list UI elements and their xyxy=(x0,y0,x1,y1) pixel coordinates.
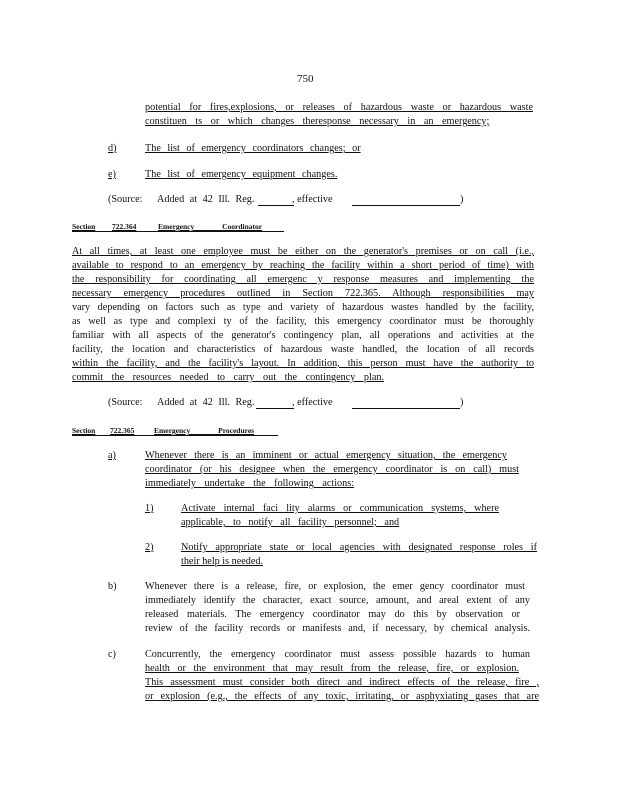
page-number: 750 xyxy=(297,73,314,85)
paragraph-line: available to respond to an emergency by reaching the facility within a short period of time) with xyxy=(72,260,534,271)
paragraph-line: as well as type and complexi ty of the facility, this emergency coordinator must be thoroughly xyxy=(72,316,534,327)
section-title: Emergency Coordinator xyxy=(158,222,263,231)
section-title: Emergency Procedures xyxy=(154,426,255,435)
blank-volume-line xyxy=(258,205,294,206)
blank-date-line xyxy=(352,408,460,409)
paragraph-line: familiar with all aspects of the generator's contingency plan, all operations and activities at the xyxy=(72,330,534,341)
list-item-d: The list of emergency coordinators changes; or xyxy=(145,143,361,154)
paragraph-line: the responsibility for coordinating all emergenc y response measures and implementing the xyxy=(72,274,534,285)
section-label: Section xyxy=(72,426,96,435)
source-added: Added at 42 Ill. Reg. xyxy=(157,194,255,205)
list-marker-b: b) xyxy=(108,581,117,592)
item-b-line: released materials. The emergency coordinator may do this by observation or xyxy=(145,609,520,620)
blank-date-line xyxy=(352,205,460,206)
source-added: Added at 42 Ill. Reg. xyxy=(157,397,255,408)
list-marker-e: e) xyxy=(108,169,116,180)
paragraph-line: within the facility, and the facility's layout. In addition, this person must have the authority to xyxy=(72,358,534,369)
list-marker-d: d) xyxy=(108,143,117,154)
section-number: 722.364 xyxy=(112,222,137,231)
list-marker-a: a) xyxy=(108,450,116,461)
item-a2-line: their help is needed. xyxy=(181,556,264,567)
item-a-line: immediately undertake the following actions: xyxy=(145,478,355,489)
item-b-line: review of the facility records or manifests and, if necessary, by chemical analysis. xyxy=(145,623,530,634)
item-c-line: or explosion (e.g., the effects of any toxic, irritating, or asphyxiating gases that are xyxy=(145,691,539,702)
paragraph-line: vary depending on factors such as type and variety of hazardous wastes handled by the facility, xyxy=(72,302,534,313)
text-line: constituen ts or which changes theresponse necessary in an emergency; xyxy=(145,116,490,127)
source-close: ) xyxy=(460,194,464,205)
blank-volume-line xyxy=(256,408,294,409)
paragraph-line: commit the resources needed to carry out the contingency plan. xyxy=(72,372,384,383)
item-a1-line: applicable, to notify all facility personnel; and xyxy=(181,517,400,528)
paragraph-line: At all times, at least one employee must be either on the generator's premises or on call (i.e., xyxy=(72,246,534,257)
heading-rule xyxy=(72,435,278,436)
item-a1-line: Activate internal faci lity alarms or communication systems, where xyxy=(181,503,499,514)
source-effective: , effective xyxy=(292,194,333,205)
list-marker-c: c) xyxy=(108,649,116,660)
heading-rule xyxy=(72,231,284,232)
item-a2-line: Notify appropriate state or local agencies with designated response roles if xyxy=(181,542,537,553)
item-a-line: coordinator (or his designee when the emergency coordinator is on call) must xyxy=(145,464,519,475)
item-b-line: Whenever there is a release, fire, or explosion, the emer gency coordinator must xyxy=(145,581,525,592)
item-c-line: Concurrently, the emergency coordinator must assess possible hazards to human xyxy=(145,649,530,660)
paragraph-line: necessary emergency procedures outlined in Section 722.365. Although responsibilities may xyxy=(72,288,534,299)
list-item-e: The list of emergency equipment changes. xyxy=(145,169,338,180)
item-c-line: health or the environment that may result from the release, fire, or explosion. xyxy=(145,663,519,674)
list-marker-a2: 2) xyxy=(145,542,154,553)
text-line: potential for fires,explosions, or releases of hazardous waste or hazardous waste xyxy=(145,102,533,113)
section-number: 722.365 xyxy=(110,426,135,435)
item-b-line: immediately identify the character, exact source, amount, and areal extent of any xyxy=(145,595,530,606)
item-c-line: This assessment must consider both direct and indirect effects of the release, fire , xyxy=(145,677,539,688)
source-effective: , effective xyxy=(292,397,333,408)
section-label: Section xyxy=(72,222,96,231)
list-marker-a1: 1) xyxy=(145,503,154,514)
item-a-line: Whenever there is an imminent or actual emergency situation, the emergency xyxy=(145,450,507,461)
source-label: (Source: xyxy=(108,397,143,408)
source-close: ) xyxy=(460,397,464,408)
source-label: (Source: xyxy=(108,194,143,205)
paragraph-line: facility, the location and characteristics of hazardous waste handled, the location of all records xyxy=(72,344,534,355)
